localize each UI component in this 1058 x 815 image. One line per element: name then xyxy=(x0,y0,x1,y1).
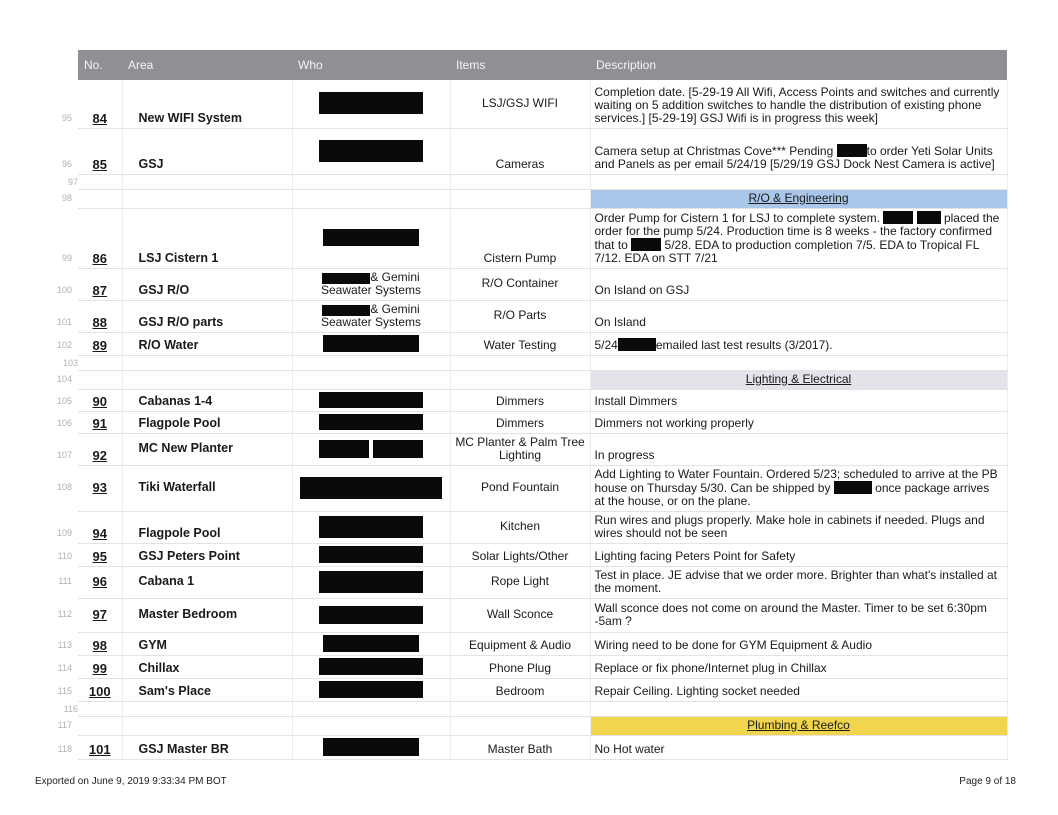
item-number: 95 xyxy=(78,543,122,566)
table-row xyxy=(52,465,1007,511)
description-cell: In progress xyxy=(590,433,1007,465)
row-number: 95 xyxy=(61,113,72,123)
redaction-bar xyxy=(300,477,442,499)
item-number: 85 xyxy=(78,128,122,174)
area-cell: LSJ Cistern 1 xyxy=(122,208,292,268)
area-cell: Flagpole Pool xyxy=(122,511,292,543)
section-row xyxy=(52,370,1007,389)
area-cell: Flagpole Pool xyxy=(122,411,292,433)
description-cell: Run wires and plugs properly. Make hole in cabinets if needed. Plugs and wires should not be seen xyxy=(590,511,1007,543)
who-cell xyxy=(292,511,450,543)
redaction-bar xyxy=(319,140,423,162)
who-header: Who xyxy=(292,50,450,80)
row-number: 97 xyxy=(67,177,78,187)
items-cell: MC Planter & Palm Tree Lighting xyxy=(450,433,590,465)
table-row xyxy=(52,332,1007,355)
redaction-bar xyxy=(319,681,423,698)
description-cell xyxy=(590,465,1007,511)
row-number: 113 xyxy=(57,640,72,650)
redaction-bar xyxy=(319,414,423,430)
header-row xyxy=(52,50,1007,80)
item-number: 99 xyxy=(78,655,122,678)
description-cell: Install Dimmers xyxy=(590,389,1007,411)
item-number: 97 xyxy=(78,598,122,632)
description-cell: Completion date. [5-29-19 All Wifi, Access Points and switches and currently waiting on 5 addition switches to handle the distribution of existing phone services.] [5-29-19] GSJ Wifi is in progress this week] xyxy=(590,80,1007,128)
who-cell xyxy=(292,465,450,511)
who-cell xyxy=(292,543,450,566)
area-cell: Master Bedroom xyxy=(122,598,292,632)
items-cell: Cameras xyxy=(450,128,590,174)
description-cell: Repair Ceiling. Lighting socket needed xyxy=(590,678,1007,701)
row-number: 112 xyxy=(57,609,72,619)
redaction-bar xyxy=(319,516,423,538)
empty-row xyxy=(52,701,1007,716)
area-cell: GSJ Master BR xyxy=(122,735,292,759)
items-cell: Phone Plug xyxy=(450,655,590,678)
who-cell xyxy=(292,678,450,701)
description-text: Order Pump for Cistern 1 for LSJ to complete system. xyxy=(594,210,880,225)
items-cell: Master Bath xyxy=(450,735,590,759)
row-number: 110 xyxy=(57,551,72,561)
item-number: 86 xyxy=(78,208,122,268)
table-row xyxy=(52,598,1007,632)
redaction-bar xyxy=(837,144,867,157)
description-cell: No Hot water xyxy=(590,735,1007,759)
redaction-bar xyxy=(322,305,370,316)
area-cell: R/O Water xyxy=(122,332,292,355)
area-cell: GSJ xyxy=(122,128,292,174)
item-number: 87 xyxy=(78,268,122,300)
redaction-bar xyxy=(319,92,423,114)
description-text: 5/28. EDA to production completion 7/5. EDA to Tropical FL 7/12. EDA on STT 7/21 xyxy=(594,237,979,265)
items-cell: Kitchen xyxy=(450,511,590,543)
item-number: 84 xyxy=(78,80,122,128)
items-cell: Wall Sconce xyxy=(450,598,590,632)
description-cell: Wall sconce does not come on around the Master. Timer to be set 6:30pm -5am ? xyxy=(590,598,1007,632)
table-row xyxy=(52,678,1007,701)
description-cell: Wiring need to be done for GYM Equipment & Audio xyxy=(590,632,1007,655)
description-text: emailed last test results (3/2017). xyxy=(655,337,833,352)
who-line xyxy=(297,303,446,315)
area-cell: Tiki Waterfall xyxy=(122,465,292,511)
table-row xyxy=(52,80,1007,128)
area-cell: Cabanas 1-4 xyxy=(122,389,292,411)
section-row xyxy=(52,716,1007,735)
redaction-bar xyxy=(319,571,423,593)
items-cell: Rope Light xyxy=(450,566,590,598)
table-row xyxy=(52,411,1007,433)
redaction-bar xyxy=(319,606,423,624)
table-row xyxy=(52,389,1007,411)
redaction-bar xyxy=(319,440,369,458)
who-cell xyxy=(292,332,450,355)
who-cell xyxy=(292,411,450,433)
description-cell xyxy=(590,208,1007,268)
who-cell xyxy=(292,268,450,300)
redaction-bar xyxy=(323,635,419,652)
redaction-bar xyxy=(917,211,941,224)
row-number: 109 xyxy=(56,528,72,538)
redaction-bar xyxy=(319,392,423,408)
items-cell: Dimmers xyxy=(450,411,590,433)
row-number: 103 xyxy=(62,358,78,368)
description-text: 5/24 xyxy=(594,337,618,352)
table-row xyxy=(52,566,1007,598)
row-number: 100 xyxy=(56,285,72,295)
item-number: 91 xyxy=(78,411,122,433)
items-cell: R/O Container xyxy=(450,268,590,300)
redaction-bar xyxy=(834,481,872,494)
description-header: Description xyxy=(590,50,1007,80)
row-number: 107 xyxy=(56,450,72,460)
description-cell: Dimmers not working properly xyxy=(590,411,1007,433)
description-cell: On Island on GSJ xyxy=(590,268,1007,300)
redaction-bar xyxy=(373,440,423,458)
description-cell xyxy=(590,128,1007,174)
row-number: 111 xyxy=(58,576,72,586)
who-line xyxy=(297,271,446,283)
who-text: & Gemini xyxy=(370,302,420,317)
who-text: & Gemini xyxy=(370,270,420,285)
section-heading: Lighting & Electrical xyxy=(590,370,1007,389)
section-heading: R/O & Engineering xyxy=(590,189,1007,208)
who-cell xyxy=(292,128,450,174)
redaction-bar xyxy=(883,211,913,224)
items-cell: Dimmers xyxy=(450,389,590,411)
items-cell: Equipment & Audio xyxy=(450,632,590,655)
item-number: 88 xyxy=(78,300,122,332)
row-number: 98 xyxy=(61,193,72,203)
row-number: 104 xyxy=(56,374,72,384)
description-cell: Lighting facing Peters Point for Safety xyxy=(590,543,1007,566)
row-number: 118 xyxy=(57,744,72,754)
row-number: 101 xyxy=(56,317,72,327)
no-header: No. xyxy=(78,50,122,80)
redaction-bar xyxy=(319,658,423,675)
row-number: 102 xyxy=(56,340,72,350)
description-text: to order Yeti Solar Units and Panels as per email 5/24/19 [5/29/19 GSJ Dock Nest Camera is active] xyxy=(594,143,995,171)
row-number: 96 xyxy=(61,159,72,169)
row-number: 99 xyxy=(61,253,72,263)
redaction-bar xyxy=(319,546,423,563)
item-number: 94 xyxy=(78,511,122,543)
table-row xyxy=(52,433,1007,465)
table-row xyxy=(52,268,1007,300)
action-items-table xyxy=(52,50,1008,760)
redaction-bar xyxy=(631,238,661,251)
item-number: 89 xyxy=(78,332,122,355)
section-heading: Plumbing & Reefco xyxy=(590,716,1007,735)
who-cell xyxy=(292,632,450,655)
items-header: Items xyxy=(450,50,590,80)
who-cell xyxy=(292,208,450,268)
item-number: 96 xyxy=(78,566,122,598)
redaction-bar xyxy=(323,229,419,246)
table-row xyxy=(52,128,1007,174)
who-cell xyxy=(292,433,450,465)
table-row xyxy=(52,632,1007,655)
redaction-bar xyxy=(322,273,370,284)
item-number: 100 xyxy=(78,678,122,701)
row-number: 106 xyxy=(56,418,72,428)
table-row xyxy=(52,300,1007,332)
table-row xyxy=(52,655,1007,678)
area-cell: MC New Planter xyxy=(122,433,292,465)
area-cell: GSJ R/O parts xyxy=(122,300,292,332)
row-number: 116 xyxy=(63,704,78,714)
description-text: placed the order for the pump 5/24. Production time is 8 weeks - the factory confirmed that to xyxy=(594,210,1000,252)
item-number: 98 xyxy=(78,632,122,655)
row-number: 105 xyxy=(56,396,72,406)
description-text: Add Lighting to Water Fountain. Ordered 5/23; scheduled to arrive at the PB house on Thursday 5/30. Can be shipped by xyxy=(594,466,998,495)
item-number: 93 xyxy=(78,465,122,511)
redaction-bar xyxy=(323,335,419,352)
who-text: Seawater Systems xyxy=(320,282,422,297)
items-cell: R/O Parts xyxy=(450,300,590,332)
items-cell: LSJ/GSJ WIFI xyxy=(450,80,590,128)
row-number: 108 xyxy=(56,482,72,492)
row-number: 114 xyxy=(57,663,72,673)
items-cell: Solar Lights/Other xyxy=(450,543,590,566)
empty-row xyxy=(52,174,1007,189)
who-cell xyxy=(292,389,450,411)
items-cell: Pond Fountain xyxy=(450,465,590,511)
table-row xyxy=(52,511,1007,543)
row-number: 115 xyxy=(57,686,72,696)
item-number: 101 xyxy=(78,735,122,759)
section-row xyxy=(52,189,1007,208)
description-text: once package arrives at the house, or on the plane. xyxy=(594,480,990,508)
items-cell: Water Testing xyxy=(450,332,590,355)
who-cell xyxy=(292,655,450,678)
items-cell: Cistern Pump xyxy=(450,208,590,268)
page-number: Page 9 of 18 xyxy=(959,776,1016,787)
area-cell: Chillax xyxy=(122,655,292,678)
table-row xyxy=(52,735,1007,759)
items-cell: Bedroom xyxy=(450,678,590,701)
item-number: 92 xyxy=(78,433,122,465)
area-cell: GYM xyxy=(122,632,292,655)
table-row xyxy=(52,208,1007,268)
table-row xyxy=(52,543,1007,566)
who-cell xyxy=(292,566,450,598)
area-header: Area xyxy=(122,50,292,80)
description-text: Camera setup at Christmas Cove*** Pending xyxy=(594,143,834,158)
who-cell xyxy=(292,300,450,332)
description-cell: On Island xyxy=(590,300,1007,332)
who-cell xyxy=(292,735,450,759)
redaction-bar xyxy=(323,738,419,756)
redaction-bar xyxy=(618,338,656,351)
area-cell: Sam's Place xyxy=(122,678,292,701)
area-cell: GSJ R/O xyxy=(122,268,292,300)
empty-row xyxy=(52,355,1007,370)
who-text: Seawater Systems xyxy=(320,314,422,329)
area-cell: GSJ Peters Point xyxy=(122,543,292,566)
description-cell: Replace or fix phone/Internet plug in Chillax xyxy=(590,655,1007,678)
area-cell: Cabana 1 xyxy=(122,566,292,598)
export-timestamp: Exported on June 9, 2019 9:33:34 PM BOT xyxy=(35,776,227,787)
row-number: 117 xyxy=(57,720,72,730)
row-number-header xyxy=(52,50,78,80)
description-cell: Test in place. JE advise that we order more. Brighter than what's installed at the moment. xyxy=(590,566,1007,598)
who-cell xyxy=(292,80,450,128)
who-cell xyxy=(292,598,450,632)
description-cell xyxy=(590,332,1007,355)
area-cell: New WIFI System xyxy=(122,80,292,128)
item-number: 90 xyxy=(78,389,122,411)
